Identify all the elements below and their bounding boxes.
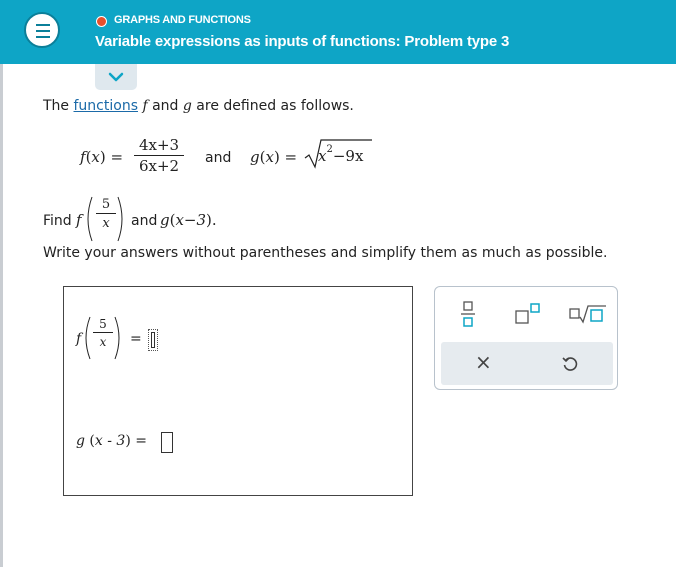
intro-prefix: The (43, 98, 70, 114)
radicand-base: x (318, 147, 327, 165)
f-def-numerator: 4x+3 (138, 136, 180, 154)
answer-g-equals: = (135, 433, 147, 449)
left-border (0, 64, 3, 567)
f-def-lhs: f(x) = (80, 148, 124, 166)
clear-icon[interactable]: × (475, 350, 492, 374)
between-and: and (205, 150, 232, 166)
answer-g-expr: g (x - 3) = (76, 433, 147, 449)
nth-root-icon[interactable] (569, 303, 607, 325)
answer-g-name: g (76, 433, 85, 449)
find-g-name: g (160, 211, 170, 229)
find-f-name: f (76, 211, 82, 229)
answer-f-fraction (93, 316, 113, 351)
undo-icon[interactable] (562, 355, 578, 373)
functions-link[interactable]: functions (73, 98, 138, 114)
answer-f-denominator: x (99, 335, 107, 349)
text-cursor (151, 332, 155, 348)
keypad-action-row (441, 342, 613, 385)
f-def-name: f (80, 148, 86, 166)
answer-area (63, 286, 413, 496)
menu-icon (36, 36, 50, 38)
answer-f-name: f (76, 331, 82, 347)
find-label: Find (43, 213, 72, 229)
header-bar (0, 0, 676, 64)
answer-f-numerator: 5 (99, 317, 107, 331)
intro-f: f (142, 98, 148, 114)
answer-g-input[interactable] (161, 432, 173, 453)
collapse-header-button[interactable] (95, 64, 137, 90)
superscript-icon[interactable] (515, 303, 541, 325)
f-def-denominator: 6x+2 (138, 157, 180, 175)
find-f-denominator: x (102, 216, 110, 231)
instruction-text: Write your answers without parentheses and simplify them as much as possible. (43, 245, 608, 261)
answer-g-arg: x - 3 (94, 433, 126, 449)
f-def-fraction (134, 136, 184, 177)
find-f-fraction (96, 196, 116, 233)
find-g-arg: x−3 (175, 211, 207, 229)
intro-and: and (152, 98, 179, 114)
find-and: and (131, 213, 158, 229)
fraction-icon[interactable] (461, 301, 475, 327)
g-def-lhs: g(x) = (250, 148, 298, 166)
radicand-exponent: 2 (326, 144, 333, 155)
f-def-var: x (91, 148, 100, 166)
g-def-name: g (250, 148, 260, 166)
find-g-expr: g(x−3). (160, 211, 217, 229)
answer-f-equals: = (130, 331, 142, 347)
menu-icon (36, 24, 50, 26)
topic-category: GRAPHS AND FUNCTIONS (114, 14, 251, 26)
intro-g: g (182, 98, 192, 114)
g-def-var: x (265, 148, 274, 166)
intro-line (43, 98, 354, 114)
menu-button[interactable] (24, 12, 60, 48)
intro-suffix: are defined as follows. (196, 98, 354, 114)
problem-title: Variable expressions as inputs of functions: Problem type 3 (95, 33, 510, 50)
radicand-rest: −9x (332, 147, 364, 165)
g-def-radicand (318, 144, 364, 165)
menu-icon (36, 30, 50, 32)
find-f-numerator: 5 (101, 197, 111, 212)
chevron-down-icon (108, 72, 124, 82)
math-keypad (434, 286, 618, 390)
status-dot-icon (96, 16, 107, 27)
answer-f-input[interactable] (148, 329, 158, 351)
